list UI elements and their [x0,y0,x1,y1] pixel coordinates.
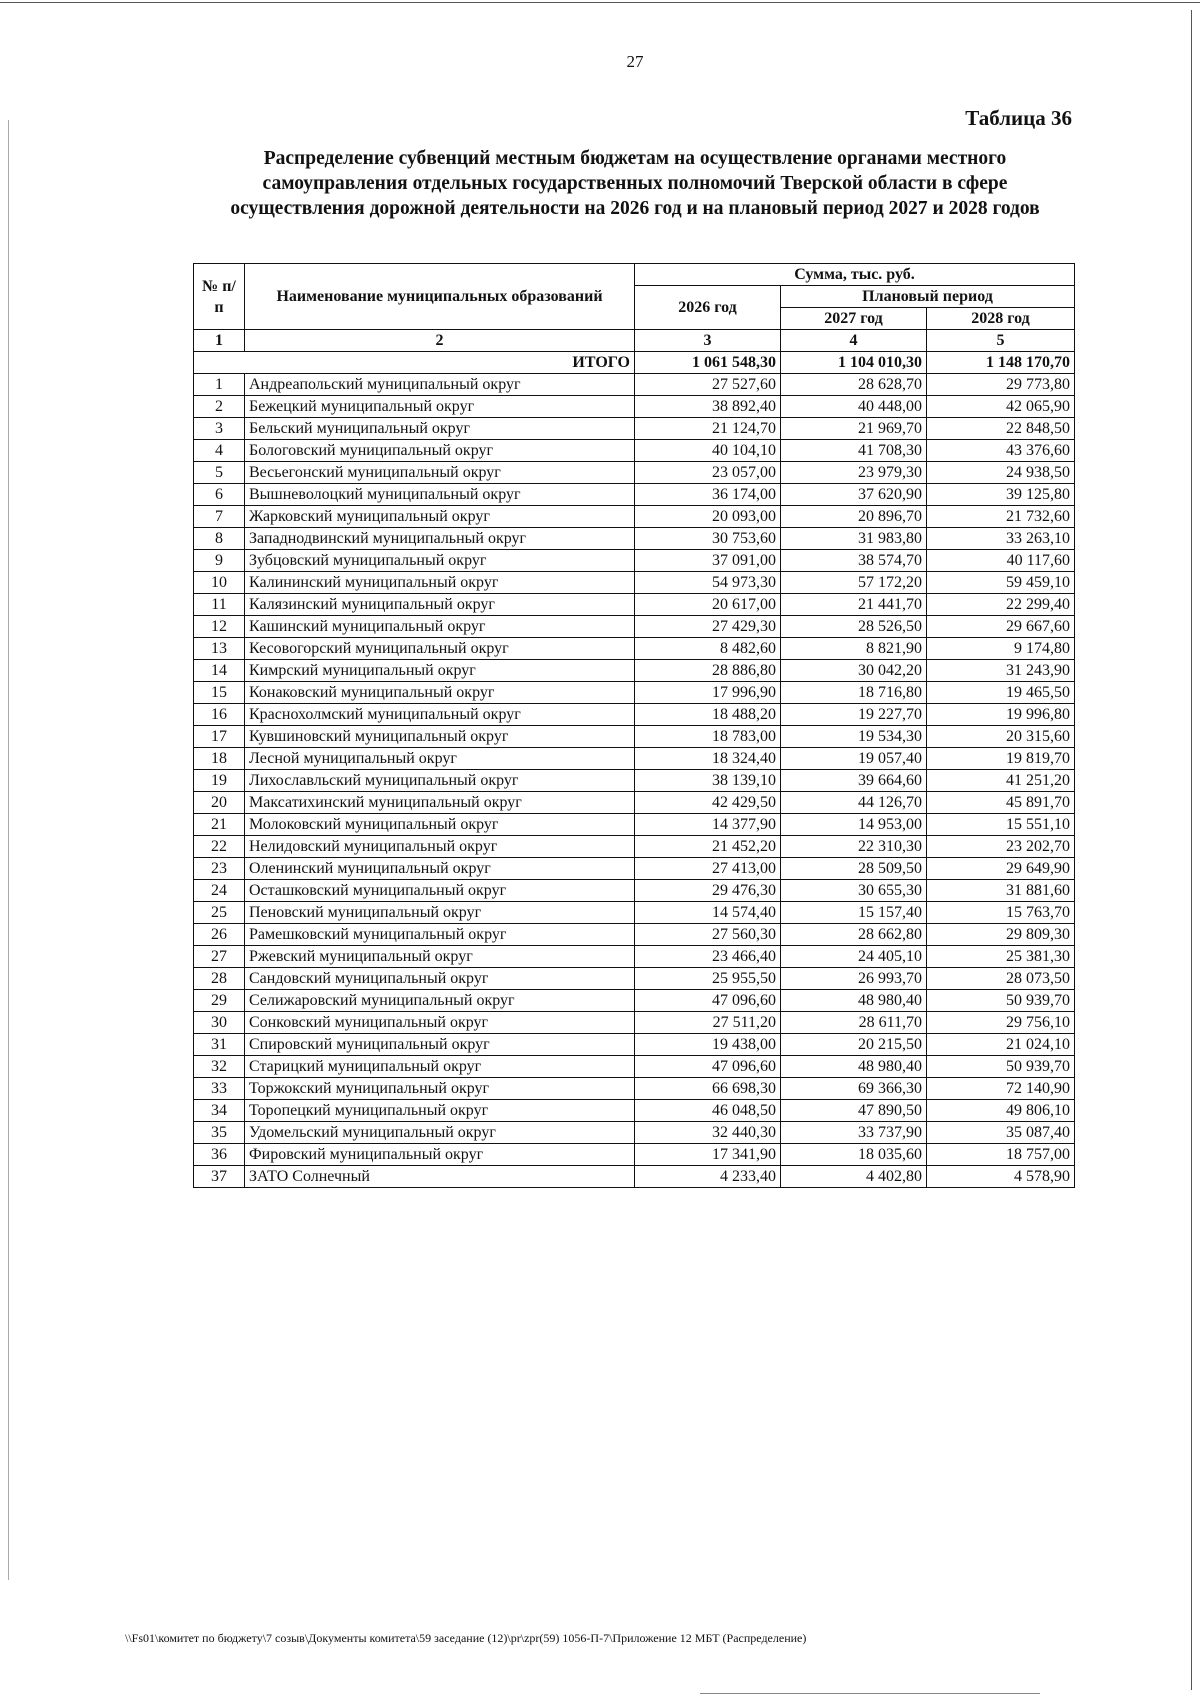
amount-2027: 28 662,80 [781,924,927,946]
amount-2028: 29 649,90 [927,858,1075,880]
amount-2028: 29 667,60 [927,616,1075,638]
amount-2027: 30 655,30 [781,880,927,902]
table-row [194,506,1075,528]
amount-2028: 18 757,00 [927,1144,1075,1166]
row-number: 19 [194,770,245,792]
municipality-name: Удомельский муниципальный округ [245,1122,635,1144]
amount-2027: 39 664,60 [781,770,927,792]
amount-2027: 37 620,90 [781,484,927,506]
municipality-name: Конаковский муниципальный округ [245,682,635,704]
amount-2028: 50 939,70 [927,990,1075,1012]
amount-2026: 18 783,00 [635,726,781,748]
header-2028: 2028 год [927,308,1075,330]
table-row [194,440,1075,462]
municipality-name: Лихославльский муниципальный округ [245,770,635,792]
amount-2026: 32 440,30 [635,1122,781,1144]
row-number: 32 [194,1056,245,1078]
amount-2027: 4 402,80 [781,1166,927,1188]
municipality-name: Вышневолоцкий муниципальный округ [245,484,635,506]
amount-2028: 15 763,70 [927,902,1075,924]
footer-file-path: \\Fs01\комитет по бюджету\7 созыв\Документы комитета\59 заседание (12)\pr\zpr(59) 1056-П-7\Приложение 12 МБТ (Распределение) [125,1631,807,1645]
amount-2028: 22 848,50 [927,418,1075,440]
row-number: 1 [194,374,245,396]
amount-2027: 44 126,70 [781,792,927,814]
municipality-name: Сандовский муниципальный округ [245,968,635,990]
table-row [194,858,1075,880]
amount-2026: 21 452,20 [635,836,781,858]
amount-2026: 25 955,50 [635,968,781,990]
amount-2026: 21 124,70 [635,418,781,440]
amount-2028: 15 551,10 [927,814,1075,836]
amount-2028: 45 891,70 [927,792,1075,814]
row-number: 13 [194,638,245,660]
amount-2027: 19 227,70 [781,704,927,726]
amount-2028: 59 459,10 [927,572,1075,594]
municipality-name: Фировский муниципальный округ [245,1144,635,1166]
amount-2026: 8 482,60 [635,638,781,660]
municipality-name: Краснохолмский муниципальный округ [245,704,635,726]
row-number: 22 [194,836,245,858]
amount-2027: 28 526,50 [781,616,927,638]
amount-2028: 42 065,90 [927,396,1075,418]
table-row [194,638,1075,660]
row-number: 33 [194,1078,245,1100]
row-number: 29 [194,990,245,1012]
amount-2026: 27 560,30 [635,924,781,946]
total-row [194,352,1075,374]
amount-2026: 17 341,90 [635,1144,781,1166]
table-row [194,1078,1075,1100]
table-row [194,462,1075,484]
amount-2027: 48 980,40 [781,1056,927,1078]
amount-2026: 38 892,40 [635,396,781,418]
column-number: 5 [927,330,1075,352]
amount-2026: 23 466,40 [635,946,781,968]
amount-2028: 21 732,60 [927,506,1075,528]
total-2027: 1 104 010,30 [781,352,927,374]
total-2028: 1 148 170,70 [927,352,1075,374]
amount-2027: 38 574,70 [781,550,927,572]
table-row [194,770,1075,792]
amount-2028: 21 024,10 [927,1034,1075,1056]
amount-2026: 29 476,30 [635,880,781,902]
amount-2026: 46 048,50 [635,1100,781,1122]
table-row [194,1122,1075,1144]
column-number: 3 [635,330,781,352]
table-row [194,660,1075,682]
amount-2028: 23 202,70 [927,836,1075,858]
amount-2026: 20 617,00 [635,594,781,616]
table-row [194,968,1075,990]
amount-2026: 47 096,60 [635,990,781,1012]
amount-2027: 23 979,30 [781,462,927,484]
amount-2026: 27 511,20 [635,1012,781,1034]
municipality-name: Ржевский муниципальный округ [245,946,635,968]
amount-2026: 47 096,60 [635,1056,781,1078]
top-border-line [0,2,1200,3]
table-row [194,726,1075,748]
amount-2028: 19 996,80 [927,704,1075,726]
amount-2028: 24 938,50 [927,462,1075,484]
municipality-name: Лесной муниципальный округ [245,748,635,770]
table-row [194,748,1075,770]
amount-2028: 31 881,60 [927,880,1075,902]
column-number-row [194,330,1075,352]
bottom-border-line [700,1693,1040,1694]
amount-2028: 35 087,40 [927,1122,1075,1144]
table-row [194,946,1075,968]
amount-2026: 18 488,20 [635,704,781,726]
municipality-name: Торжокский муниципальный округ [245,1078,635,1100]
table-row [194,374,1075,396]
row-number: 36 [194,1144,245,1166]
amount-2028: 29 809,30 [927,924,1075,946]
page-number: 27 [626,52,644,71]
header-sum: Сумма, тыс. руб. [635,264,1075,286]
amount-2027: 57 172,20 [781,572,927,594]
row-number: 2 [194,396,245,418]
amount-2027: 22 310,30 [781,836,927,858]
amount-2026: 38 139,10 [635,770,781,792]
document-title: Распределение субвенций местным бюджетам на осуществление органами местного самоуправления отдельных государственных полномочий Тверской области в сфере осуществления дорожной деятельности на 2026 год и на плановый период 2027 и 2028 годов [230,148,1040,219]
amount-2027: 15 157,40 [781,902,927,924]
amount-2028: 19 819,70 [927,748,1075,770]
amount-2026: 66 698,30 [635,1078,781,1100]
municipality-name: Кувшиновский муниципальный округ [245,726,635,748]
amount-2026: 14 574,40 [635,902,781,924]
amount-2026: 14 377,90 [635,814,781,836]
table-row [194,594,1075,616]
amount-2026: 54 973,30 [635,572,781,594]
municipality-name: Молоковский муниципальный округ [245,814,635,836]
table-row [194,1056,1075,1078]
municipality-name: Кесовогорский муниципальный округ [245,638,635,660]
amount-2027: 31 983,80 [781,528,927,550]
amount-2028: 41 251,20 [927,770,1075,792]
municipality-name: Старицкий муниципальный округ [245,1056,635,1078]
amount-2027: 21 969,70 [781,418,927,440]
amount-2028: 19 465,50 [927,682,1075,704]
amount-2026: 27 413,00 [635,858,781,880]
amount-2027: 14 953,00 [781,814,927,836]
amount-2028: 29 773,80 [927,374,1075,396]
amount-2026: 37 091,00 [635,550,781,572]
municipality-name: Максатихинский муниципальный округ [245,792,635,814]
column-number: 1 [194,330,245,352]
municipality-name: Западнодвинский муниципальный округ [245,528,635,550]
table-row [194,528,1075,550]
municipality-name: Бельский муниципальный округ [245,418,635,440]
right-border-line [1191,10,1192,1690]
table-row [194,616,1075,638]
row-number: 25 [194,902,245,924]
amount-2027: 19 534,30 [781,726,927,748]
municipality-name: Нелидовский муниципальный округ [245,836,635,858]
total-label: ИТОГО [194,352,635,374]
amount-2028: 31 243,90 [927,660,1075,682]
amount-2027: 33 737,90 [781,1122,927,1144]
amount-2026: 42 429,50 [635,792,781,814]
amount-2028: 20 315,60 [927,726,1075,748]
amount-2026: 20 093,00 [635,506,781,528]
row-number: 10 [194,572,245,594]
amount-2026: 19 438,00 [635,1034,781,1056]
row-number: 15 [194,682,245,704]
table-row [194,396,1075,418]
amount-2027: 40 448,00 [781,396,927,418]
amount-2027: 24 405,10 [781,946,927,968]
amount-2028: 29 756,10 [927,1012,1075,1034]
amount-2026: 27 527,60 [635,374,781,396]
table-row [194,924,1075,946]
municipality-name: Сонковский муниципальный округ [245,1012,635,1034]
table-row [194,418,1075,440]
table-row [194,550,1075,572]
header-name: Наименование муниципальных образований [245,264,635,330]
amount-2026: 40 104,10 [635,440,781,462]
row-number: 6 [194,484,245,506]
header-2027: 2027 год [781,308,927,330]
municipality-name: Весьегонский муниципальный округ [245,462,635,484]
amount-2028: 33 263,10 [927,528,1075,550]
table-row [194,1166,1075,1188]
table-label: Таблица 36 [965,106,1072,130]
column-number: 2 [245,330,635,352]
municipality-name: Спировский муниципальный округ [245,1034,635,1056]
table-row [194,836,1075,858]
municipality-name: Рамешковский муниципальный округ [245,924,635,946]
row-number: 20 [194,792,245,814]
amount-2028: 9 174,80 [927,638,1075,660]
amount-2027: 18 716,80 [781,682,927,704]
row-number: 37 [194,1166,245,1188]
subvention-table [193,263,1075,1188]
amount-2026: 36 174,00 [635,484,781,506]
row-number: 4 [194,440,245,462]
amount-2027: 47 890,50 [781,1100,927,1122]
amount-2028: 43 376,60 [927,440,1075,462]
municipality-name: Калининский муниципальный округ [245,572,635,594]
amount-2027: 18 035,60 [781,1144,927,1166]
amount-2028: 39 125,80 [927,484,1075,506]
row-number: 30 [194,1012,245,1034]
amount-2027: 41 708,30 [781,440,927,462]
amount-2027: 28 628,70 [781,374,927,396]
total-2026: 1 061 548,30 [635,352,781,374]
amount-2027: 26 993,70 [781,968,927,990]
amount-2027: 48 980,40 [781,990,927,1012]
municipality-name: Пеновский муниципальный округ [245,902,635,924]
amount-2026: 18 324,40 [635,748,781,770]
municipality-name: Калязинский муниципальный округ [245,594,635,616]
amount-2027: 20 215,50 [781,1034,927,1056]
municipality-name: Бологовский муниципальный округ [245,440,635,462]
table-row [194,704,1075,726]
amount-2028: 4 578,90 [927,1166,1075,1188]
row-number: 31 [194,1034,245,1056]
municipality-name: Торопецкий муниципальный округ [245,1100,635,1122]
amount-2028: 72 140,90 [927,1078,1075,1100]
amount-2026: 17 996,90 [635,682,781,704]
amount-2027: 19 057,40 [781,748,927,770]
row-number: 5 [194,462,245,484]
municipality-name: Жарковский муниципальный округ [245,506,635,528]
amount-2026: 23 057,00 [635,462,781,484]
row-number: 35 [194,1122,245,1144]
municipality-name: ЗАТО Солнечный [245,1166,635,1188]
row-number: 9 [194,550,245,572]
amount-2026: 4 233,40 [635,1166,781,1188]
table-row [194,880,1075,902]
amount-2028: 50 939,70 [927,1056,1075,1078]
municipality-name: Осташковский муниципальный округ [245,880,635,902]
amount-2028: 22 299,40 [927,594,1075,616]
amount-2027: 28 509,50 [781,858,927,880]
amount-2028: 49 806,10 [927,1100,1075,1122]
row-number: 34 [194,1100,245,1122]
left-border-line [8,120,9,1580]
row-number: 21 [194,814,245,836]
row-number: 16 [194,704,245,726]
table-row [194,990,1075,1012]
municipality-name: Оленинский муниципальный округ [245,858,635,880]
amount-2026: 30 753,60 [635,528,781,550]
municipality-name: Селижаровский муниципальный округ [245,990,635,1012]
row-number: 23 [194,858,245,880]
row-number: 11 [194,594,245,616]
row-number: 28 [194,968,245,990]
row-number: 12 [194,616,245,638]
table-row [194,902,1075,924]
header-2026: 2026 год [635,286,781,330]
amount-2027: 8 821,90 [781,638,927,660]
row-number: 26 [194,924,245,946]
amount-2027: 28 611,70 [781,1012,927,1034]
column-number: 4 [781,330,927,352]
row-number: 8 [194,528,245,550]
table-row [194,484,1075,506]
municipality-name: Кимрский муниципальный округ [245,660,635,682]
municipality-name: Бежецкий муниципальный округ [245,396,635,418]
row-number: 24 [194,880,245,902]
municipality-name: Зубцовский муниципальный округ [245,550,635,572]
header-num: № п/п [194,264,245,330]
table-row [194,1100,1075,1122]
table-row [194,572,1075,594]
municipality-name: Кашинский муниципальный округ [245,616,635,638]
table-row [194,1012,1075,1034]
row-number: 18 [194,748,245,770]
amount-2028: 28 073,50 [927,968,1075,990]
row-number: 7 [194,506,245,528]
amount-2026: 28 886,80 [635,660,781,682]
header-planned-period: Плановый период [781,286,1075,308]
amount-2027: 21 441,70 [781,594,927,616]
table-row [194,814,1075,836]
amount-2028: 40 117,60 [927,550,1075,572]
table-row [194,682,1075,704]
amount-2028: 25 381,30 [927,946,1075,968]
row-number: 27 [194,946,245,968]
row-number: 14 [194,660,245,682]
table-row [194,1034,1075,1056]
municipality-name: Андреапольский муниципальный округ [245,374,635,396]
amount-2027: 30 042,20 [781,660,927,682]
table-row [194,1144,1075,1166]
row-number: 3 [194,418,245,440]
row-number: 17 [194,726,245,748]
table-row [194,792,1075,814]
amount-2027: 20 896,70 [781,506,927,528]
amount-2026: 27 429,30 [635,616,781,638]
amount-2027: 69 366,30 [781,1078,927,1100]
